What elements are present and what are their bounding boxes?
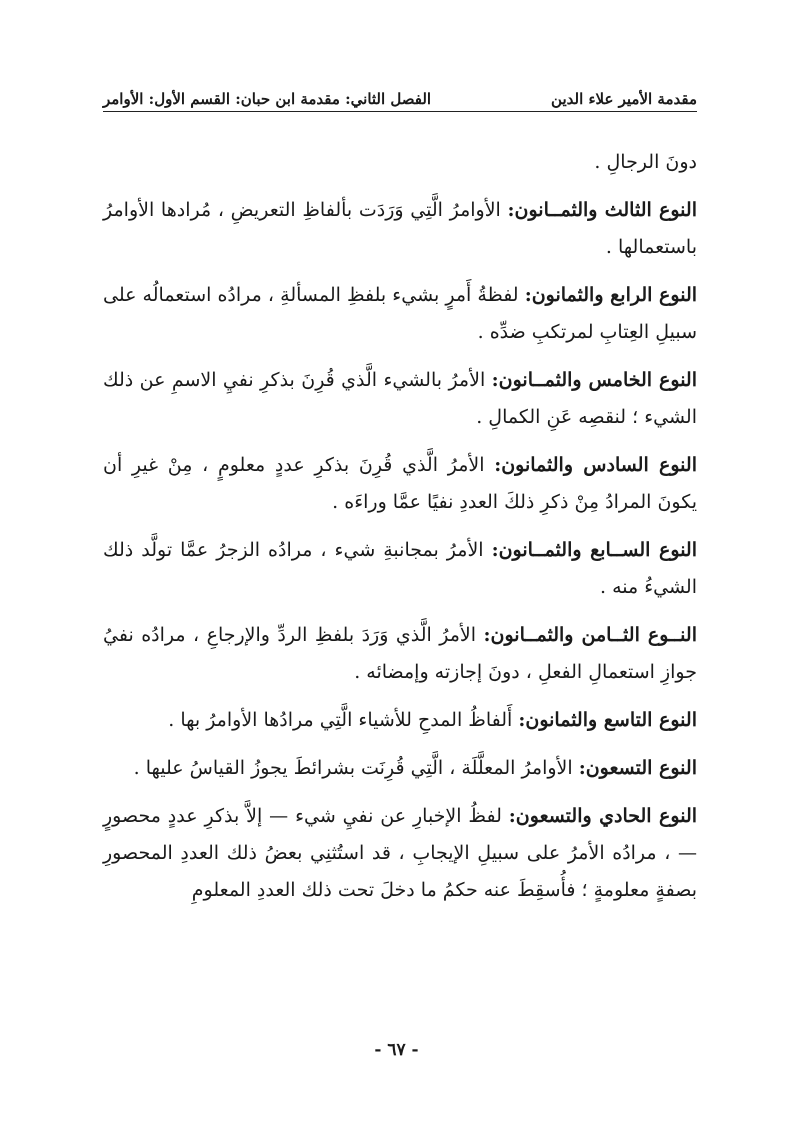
body-text bbox=[103, 144, 697, 920]
paragraph bbox=[103, 447, 697, 521]
paragraph-text: الأمرُ بالشيء الَّذي قُرِنَ بذكرِ نفيِ الاسمِ عن ذلك الشيء ؛ لنقصِه عَنِ الكمالِ . bbox=[103, 369, 697, 428]
paragraph-text: الأمرُ بمجانبةِ شيء ، مرادُه الزجرُ عمَّا تولَّد ذلك الشيءُ منه . bbox=[103, 539, 697, 598]
paragraph bbox=[103, 702, 697, 739]
chapter-title: الفصل الثاني: مقدمة ابن حبان: القسم الأول: الأوامر bbox=[103, 90, 432, 108]
paragraph-text: الأمرُ الَّذي وَرَدَ بلفظِ الردِّ والإرجاعِ ، مرادُه نفيُ جوازِ استعمالِ الفعلِ ، دونَ إجازته وإمضائه . bbox=[103, 624, 697, 683]
header-divider bbox=[103, 111, 697, 112]
paragraph bbox=[103, 362, 697, 436]
paragraph-label: النوع السادس والثمانون: bbox=[494, 454, 697, 476]
paragraph-text: الأوامرُ المعلَّلَة ، الَّتِي قُرِنَت بشرائطَ يجوزُ القياسُ عليها . bbox=[133, 757, 579, 779]
paragraph-label: النــوع الثــامن والثمــانون: bbox=[483, 624, 697, 646]
paragraph bbox=[103, 192, 697, 266]
paragraph-text: لفظةُ أَمرٍ بشيء بلفظِ المسألةِ ، مرادُه استعمالُه على سبيلِ العِتابِ لمرتكبِ ضدِّه . bbox=[103, 284, 697, 343]
page-number: - ٦٧ - bbox=[374, 1040, 419, 1060]
running-header bbox=[103, 82, 697, 108]
paragraph-label: النوع الحادي والتسعون: bbox=[508, 805, 698, 827]
paragraph-label: النوع الثالث والثمــانون: bbox=[507, 199, 697, 221]
book-title: مقدمة الأمير علاء الدين bbox=[551, 90, 697, 108]
paragraph-label: النوع الرابع والثمانون: bbox=[524, 284, 698, 306]
paragraph-text: لفظُ الإخبارِ عن نفيِ شيء — إلاَّ بذكرِ عددٍ محصورٍ — ، مرادُه الأمرُ على سبيلِ الإيجابِ ، قد استُثنِي بعضُ ذلك العددِ المحصورِ بصفةٍ معلومةٍ ؛ فأُسقِطَ عنه حكمُ ما دخلَ تحت ذلك العددِ المعلومِ bbox=[103, 805, 697, 901]
paragraph bbox=[103, 617, 697, 691]
paragraph-text: أَلفاظُ المدحِ للأشياء الَّتِي مرادُها الأوامرُ بها . bbox=[168, 709, 519, 731]
paragraph-label: النوع الســابع والثمــانون: bbox=[491, 539, 697, 561]
paragraph bbox=[103, 144, 697, 181]
paragraph-text: دونَ الرجالِ . bbox=[594, 151, 697, 173]
paragraph bbox=[103, 798, 697, 909]
paragraph-label: النوع التسعون: bbox=[578, 757, 697, 779]
paragraph bbox=[103, 750, 697, 787]
paragraph-label: النوع التاسع والثمانون: bbox=[518, 709, 697, 731]
paragraph-label: النوع الخامس والثمــانون: bbox=[491, 369, 697, 391]
paragraph bbox=[103, 532, 697, 606]
paragraph bbox=[103, 277, 697, 351]
paragraph-text: الأوامرُ الَّتِي وَرَدَت بألفاظِ التعريضِ ، مُرادها الأوامرُ باستعمالها . bbox=[103, 199, 697, 258]
paragraph-text: الأمرُ الَّذي قُرِنَ بذكرِ عددٍ معلومٍ ، مِنْ غيرِ أن يكونَ المرادُ مِنْ ذكرِ ذلكَ العددِ نفيًا عمَّا وراءَه . bbox=[103, 454, 697, 513]
